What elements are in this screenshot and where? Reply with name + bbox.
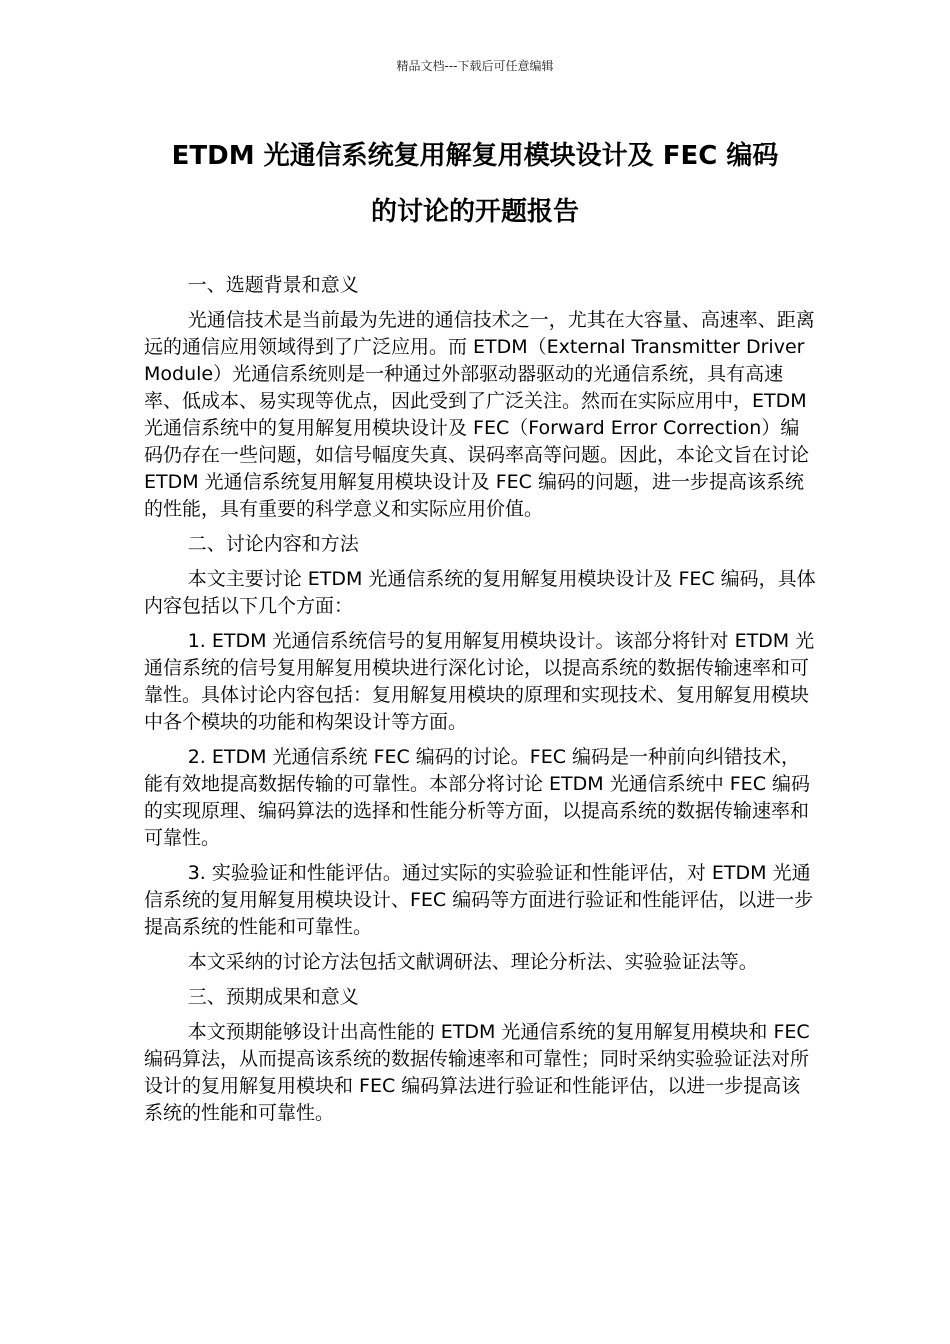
section-heading-content-method: 二、讨论内容和方法 xyxy=(187,533,359,555)
document-title-line-2: 的讨论的开题报告 xyxy=(370,197,579,227)
section-heading-expected-results: 三、预期成果和意义 xyxy=(187,986,359,1008)
section-heading-background: 一、选题背景和意义 xyxy=(187,274,359,296)
paragraph-methods: 本文采纳的讨论方法包括文献调研法、理论分析法、实验验证法等。 xyxy=(187,951,758,973)
paragraph-expected-results: 本文预期能够设计出高性能的 ETDM 光通信系统的复用解复用模块和 FEC 编码算法，从而提高该系统的数据传输速率和可靠性；同时采纳实验验证法对所设计的复用解复用模块和 FEC 编码算法进行验证和性能评估，以进一步提高该系统的性能和可靠性。 xyxy=(144,1021,810,1124)
document-title-line-1: ETDM 光通信系统复用解复用模块设计及 FEC 编码 xyxy=(171,141,779,171)
header-note: 精品文档---下载后可任意编辑 xyxy=(396,59,554,73)
paragraph-content-intro: 本文主要讨论 ETDM 光通信系统的复用解复用模块设计及 FEC 编码，具体内容包括以下几个方面： xyxy=(144,568,816,617)
paragraph-item-2: 2. ETDM 光通信系统 FEC 编码的讨论。FEC 编码是一种前向纠错技术，能有效地提高数据传输的可靠性。本部分将讨论 ETDM 光通信系统中 FEC 编码的实现原理、编码算法的选择和性能分析等方面，以提高系统的数据传输速率和可靠性。 xyxy=(144,746,810,849)
paragraph-background: 光通信技术是当前最为先进的通信技术之一，尤其在大容量、高速率、距离远的通信应用领域得到了广泛应用。而 ETDM（External Transmitter Driver Module）光通信系统则是一种通过外部驱动器驱动的光通信系统，具有高速率、低成本、易实现等优点，因此受到了广泛关注。然而在实际应用中，ETDM 光通信系统中的复用解复用模块设计及 FEC（Forward Error Correction）编码仍存在一些问题，如信号幅度失真、误码率高等问题。因此，本论文旨在讨论 ETDM 光通信系统复用解复用模块设计及 FEC 编码的问题，进一步提高该系统的性能，具有重要的科学意义和实际应用价值。 xyxy=(144,309,815,520)
paragraph-item-1: 1. ETDM 光通信系统信号的复用解复用模块设计。该部分将针对 ETDM 光通信系统的信号复用解复用模块进行深化讨论，以提高系统的数据传输速率和可靠性。具体讨论内容包括：复用解复用模块的原理和实现技术、复用解复用模块中各个模块的功能和构架设计等方面。 xyxy=(144,630,815,733)
document-body xyxy=(144,272,816,1135)
paragraph-item-3: 3. 实验验证和性能评估。通过实际的实验验证和性能评估，对 ETDM 光通信系统的复用解复用模块设计、FEC 编码等方面进行验证和性能评估，以进一步提高系统的性能和可靠性。 xyxy=(144,862,814,938)
document-title xyxy=(100,128,850,240)
